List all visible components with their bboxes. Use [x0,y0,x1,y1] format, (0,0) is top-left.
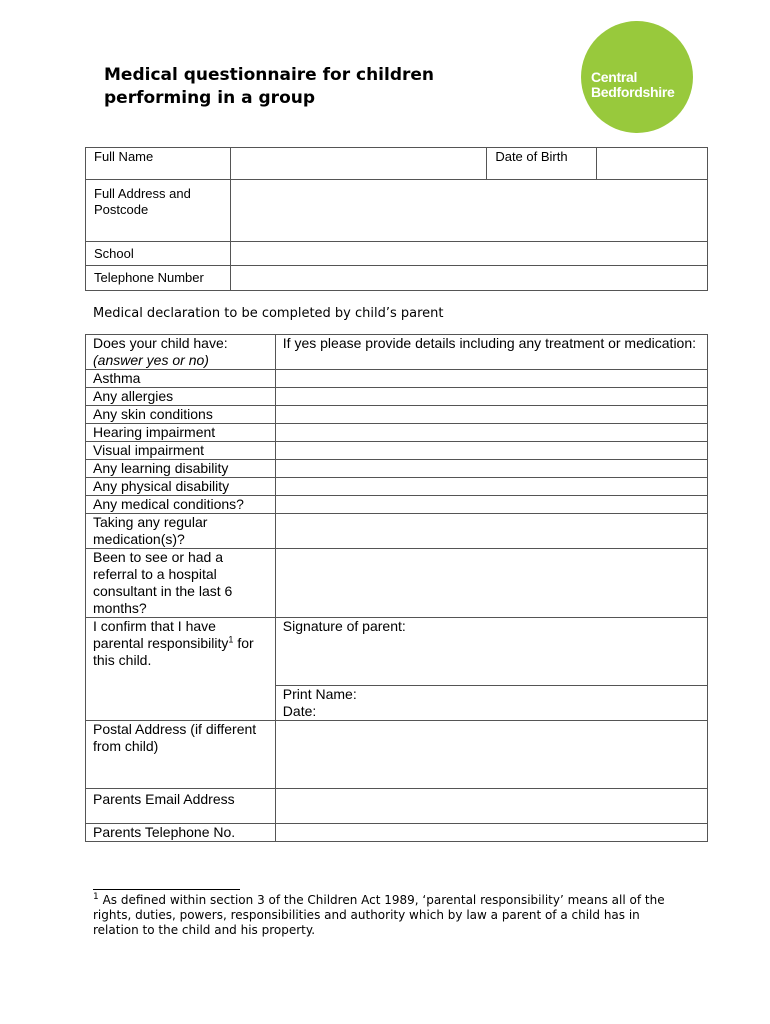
title-line-1: Medical questionnaire for children [104,65,435,85]
parents-email-field[interactable] [275,789,707,824]
parents-telephone-label: Parents Telephone No. [86,824,276,842]
confirm-text: I confirm that I have parental responsibility [93,618,229,651]
postal-address-field[interactable] [275,721,707,789]
condition-label: Any skin conditions [86,406,276,424]
condition-details-field[interactable] [275,388,707,406]
print-name-date-field[interactable] [275,686,707,721]
condition-details-field[interactable] [275,514,707,549]
condition-label: Taking any regular medication(s)? [86,514,276,549]
confirm-suffix: for this child. [93,635,254,668]
print-name-label: Print Name: [282,686,357,702]
school-label: School [86,242,231,266]
condition-details-field[interactable] [275,370,707,388]
question-hint: (answer yes or no) [93,352,209,368]
declaration-heading: Medical declaration to be completed by child’s parent [93,306,444,321]
full-name-label: Full Name [86,148,231,180]
page-title [104,64,524,110]
title-line-2: performing in a group [104,88,316,108]
condition-label: Hearing impairment [86,424,276,442]
central-bedfordshire-logo [581,21,693,133]
footnote [93,893,683,938]
parents-telephone-field[interactable] [275,824,707,842]
address-field[interactable] [230,180,707,242]
condition-label: Any allergies [86,388,276,406]
condition-details-field[interactable] [275,424,707,442]
date-of-birth-label: Date of Birth [487,148,597,180]
address-label: Full Address and Postcode [86,180,231,242]
footnote-reference: 1 [228,634,234,645]
condition-details-field[interactable] [275,496,707,514]
condition-details-field[interactable] [275,478,707,496]
medical-declaration-table [85,334,708,842]
confirm-cell [86,618,276,721]
condition-label: Visual impairment [86,442,276,460]
date-of-birth-field[interactable] [597,148,708,180]
question-header: Does your child have: [93,335,228,351]
signature-label: Signature of parent: [282,618,406,634]
date-label: Date: [282,703,317,719]
condition-label: Asthma [86,370,276,388]
condition-details-field[interactable] [275,460,707,478]
question-header-cell [86,335,276,370]
condition-label: Any learning disability [86,460,276,478]
condition-details-field[interactable] [275,549,707,618]
telephone-label: Telephone Number [86,266,231,291]
telephone-field[interactable] [230,266,707,291]
full-name-field[interactable] [230,148,486,180]
condition-details-field[interactable] [275,406,707,424]
school-field[interactable] [230,242,707,266]
details-header: If yes please provide details including any treatment or medication: [275,335,707,370]
signature-field[interactable] [275,618,707,686]
parents-email-label: Parents Email Address [86,789,276,824]
postal-address-label: Postal Address (if different from child) [86,721,276,789]
condition-label: Any medical conditions? [86,496,276,514]
condition-details-field[interactable] [275,442,707,460]
logo-text-line-1: Central [591,69,638,85]
logo-text-line-2: Bedfordshire [591,84,675,100]
condition-label: Been to see or had a referral to a hospital consultant in the last 6 months? [86,549,276,618]
footnote-divider [93,889,240,890]
footnote-marker: 1 [93,892,99,902]
footnote-text: As defined within section 3 of the Children Act 1989, ‘parental responsibility’ means all of the rights, duties, powers, responsibilities and authority which by law a parent of a child has in relation to the child and his property. [93,893,665,937]
child-details-table [85,147,708,291]
condition-label: Any physical disability [86,478,276,496]
